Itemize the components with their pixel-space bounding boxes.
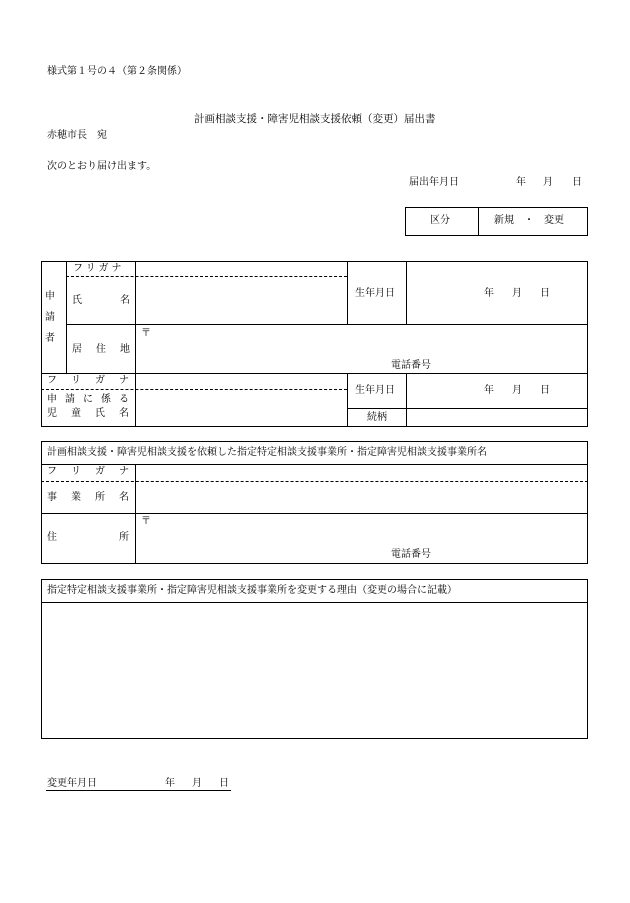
char: 童 [71, 408, 81, 419]
divider [347, 261, 348, 324]
change-date-year[interactable]: 年 [165, 778, 175, 789]
intro-text: 次のとおり届け出ます。 [47, 161, 157, 172]
char: 申 [45, 291, 55, 302]
child-name-label-line2 [47, 409, 129, 419]
child-birth-year[interactable]: 年 [484, 385, 494, 396]
office-name-label [47, 493, 129, 503]
relationship-label: 続柄 [367, 412, 387, 423]
office-header: 計画相談支援・障害児相談支援を依頼した指定特定相談支援事業所・指定障害児相談支援事業所名 [47, 447, 487, 458]
char: 事 [47, 492, 57, 503]
char: 住 [47, 532, 57, 543]
applicant-birth-year[interactable]: 年 [484, 288, 494, 299]
office-address-label [47, 533, 129, 543]
submission-date-year[interactable]: 年 [516, 177, 526, 188]
reason-field[interactable] [42, 603, 587, 738]
change-date-day[interactable]: 日 [219, 778, 229, 789]
char: 居 [72, 344, 82, 355]
submission-date-day[interactable]: 日 [572, 177, 582, 188]
char: フ [47, 466, 57, 477]
category-divider [478, 207, 479, 236]
office-phone-label: 電話番号 [391, 549, 431, 560]
char: 請 [45, 312, 55, 323]
char: フ [47, 375, 57, 386]
child-birth-month[interactable]: 月 [512, 385, 522, 396]
char: 名 [119, 408, 129, 419]
char: 地 [120, 344, 130, 355]
category-value[interactable]: 新規 ・ 変更 [494, 215, 564, 226]
char: に [83, 394, 93, 405]
office-postal-mark: 〒 [141, 516, 151, 527]
child-birth-day[interactable]: 日 [540, 385, 550, 396]
page-title: 計画相談支援・障害児相談支援依頼（変更）届出書 [194, 113, 436, 125]
child-furigana-field[interactable] [136, 374, 346, 388]
char: 請 [65, 394, 75, 405]
char: ナ [119, 466, 129, 477]
applicant-birth-month[interactable]: 月 [512, 288, 522, 299]
submission-date-month[interactable]: 月 [543, 177, 553, 188]
char: 所 [119, 532, 129, 543]
applicant-furigana-label: フリガナ [73, 263, 125, 274]
char: 住 [96, 344, 106, 355]
applicant-furigana-field[interactable] [136, 262, 346, 275]
char: 名 [120, 295, 130, 306]
char: ナ [119, 375, 129, 386]
submission-date-label: 届出年月日 [409, 177, 459, 188]
applicant-name-field[interactable] [136, 278, 346, 323]
applicant-birthdate-label: 生年月日 [355, 288, 395, 299]
char: 業 [71, 492, 81, 503]
char: ガ [95, 466, 105, 477]
applicant-phone-label: 電話番号 [391, 360, 431, 371]
postal-mark: 〒 [141, 328, 151, 339]
child-birthdate-label: 生年月日 [355, 385, 395, 396]
char: 氏 [72, 295, 82, 306]
char: ガ [95, 375, 105, 386]
divider [347, 373, 348, 427]
char: る [119, 394, 129, 405]
category-label: 区分 [430, 215, 450, 226]
form-number: 様式第１号の４（第２条関係） [47, 66, 187, 77]
applicant-birth-day[interactable]: 日 [540, 288, 550, 299]
char: 児 [47, 408, 57, 419]
office-address-field[interactable] [136, 514, 587, 563]
char: 氏 [95, 408, 105, 419]
divider [66, 261, 67, 373]
change-date-label: 変更年月日 [47, 778, 97, 789]
char: 申 [47, 394, 57, 405]
divider [406, 261, 407, 324]
office-furigana-label [47, 467, 129, 477]
char: 名 [119, 492, 129, 503]
child-furigana-label [47, 376, 129, 386]
applicant-address-field[interactable] [136, 325, 587, 372]
reason-header: 指定特定相談支援事業所・指定障害児相談支援事業所を変更する理由（変更の場合に記載） [47, 585, 457, 596]
change-date-underline [46, 790, 231, 791]
child-name-field[interactable] [136, 390, 346, 426]
relationship-field[interactable] [407, 409, 587, 426]
change-date-month[interactable]: 月 [192, 778, 202, 789]
divider [66, 276, 347, 277]
applicant-name-label [72, 296, 130, 306]
applicant-section-label [45, 292, 55, 344]
child-name-label-line1 [47, 395, 129, 405]
office-furigana-field[interactable] [136, 465, 587, 480]
applicant-address-label [72, 345, 130, 355]
char: 所 [95, 492, 105, 503]
char: 係 [101, 394, 111, 405]
char: 者 [45, 333, 55, 344]
office-name-field[interactable] [136, 482, 587, 512]
char: リ [71, 375, 81, 386]
addressee: 赤穂市長 宛 [47, 130, 107, 141]
char: リ [71, 466, 81, 477]
